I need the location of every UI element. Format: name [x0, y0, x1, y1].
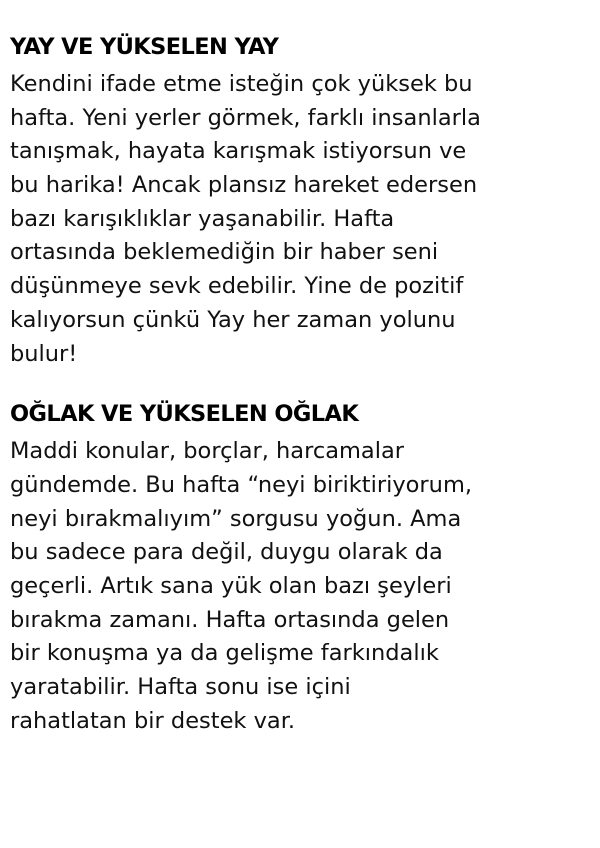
paragraph-line: bulur! — [10, 340, 78, 367]
section-heading: YAY VE YÜKSELEN YAY — [10, 34, 279, 60]
paragraph-line: düşünmeye sevk edebilir. Yine de pozitif — [10, 273, 464, 300]
article-content — [10, 26, 594, 738]
section-spacer — [10, 371, 594, 393]
section-heading: OĞLAK VE YÜKSELEN OĞLAK — [10, 401, 359, 428]
paragraph-line: bu harika! Ancak plansız hareket edersen — [10, 172, 478, 199]
paragraph-line: bir konuşma ya da gelişme farkındalık — [10, 640, 439, 667]
paragraph-line: bu sadece para değil, duygu olarak da — [10, 539, 443, 566]
paragraph-line: kalıyorsun çünkü Yay her zaman yolunu — [10, 306, 456, 333]
paragraph-line: hafta. Yeni yerler görmek, farklı insanlarla — [10, 104, 481, 131]
paragraph-line: gündemde. Bu hafta “neyi biriktiriyorum, — [10, 471, 473, 498]
paragraph-line: ortasında beklemediğin bir haber seni — [10, 239, 439, 266]
paragraph-line: Kendini ifade etme isteğin çok yüksek bu — [10, 71, 473, 97]
paragraph-line: geçerli. Artık sana yük olan bazı şeyleri — [10, 572, 452, 599]
paragraph-line: bırakma zamanı. Hafta ortasında gelen — [10, 606, 450, 633]
section-capricorn — [10, 393, 594, 738]
section-paragraph — [10, 435, 594, 738]
paragraph-line: bazı karışıklıklar yaşanabilir. Hafta — [10, 205, 395, 232]
paragraph-line: Maddi konular, borçlar, harcamalar — [10, 438, 405, 465]
paragraph-line: neyi bırakmalıyım” sorgusu yoğun. Ama — [10, 505, 462, 532]
paragraph-line: rahatlatan bir destek var. — [10, 707, 296, 734]
section-paragraph — [10, 68, 594, 371]
paragraph-line: yaratabilir. Hafta sonu ise içini — [10, 674, 351, 700]
section-sagittarius — [10, 26, 594, 371]
paragraph-line: tanışmak, hayata karışmak istiyorsun ve — [10, 138, 467, 165]
